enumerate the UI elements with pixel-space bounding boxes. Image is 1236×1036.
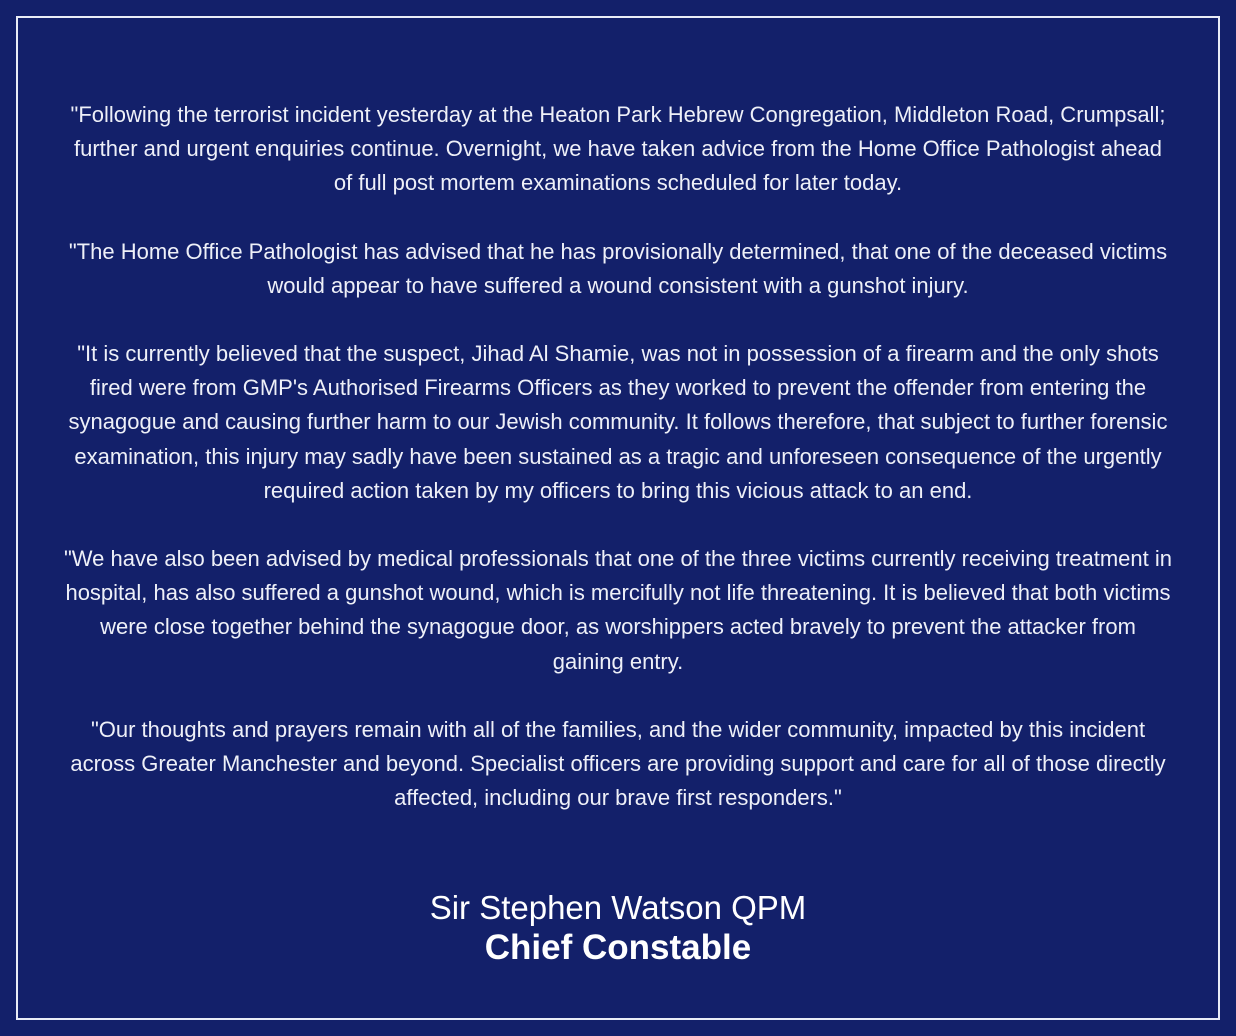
statement-paragraph-2: "The Home Office Pathologist has advised that he has provisionally determined, that one of the deceased victims would appear to have suffered a wound consistent with a gunshot injury. [68,238,1168,298]
signatory-title: Chief Constable [484,928,752,967]
statement-paragraph-1: "Following the terrorist incident yesterday at the Heaton Park Hebrew Congregation, Middleton Road, Crumpsall; further and urgent enquiries continue. Overnight, we have taken advice from the Home Office Pathologist ahead of full post mortem examinations scheduled for later today. [70,102,1166,196]
statement-paragraph-3: "It is currently believed that the suspect, Jihad Al Shamie, was not in possession of a firearm and the only shots fired were from GMP's Authorised Firearms Officers as they worked to prevent the offender from entering the synagogue and causing further harm to our Jewish community. It follows therefore, that subject to further forensic examination, this injury may sadly have been sustained as a tragic and unforeseen consequence of the urgently required action taken by my officers to bring this vicious attack to an end. [68,341,1168,503]
statement-body [64,98,1172,849]
statement-paragraph-4: "We have also been advised by medical professionals that one of the three victims currently receiving treatment in hospital, has also suffered a gunshot wound, which is mercifully not life threatening. It is believed that both victims were close together behind the synagogue door, as worshippers acted bravely to prevent the attacker from gaining entry. [64,546,1172,674]
signature-block [0,888,1236,968]
signatory-name: Sir Stephen Watson QPM [429,889,807,926]
statement-paragraph-5: "Our thoughts and prayers remain with all of the families, and the wider community, impacted by this incident across Greater Manchester and beyond. Specialist officers are providing support and care for all of those directly affected, including our brave first responders." [70,716,1166,811]
